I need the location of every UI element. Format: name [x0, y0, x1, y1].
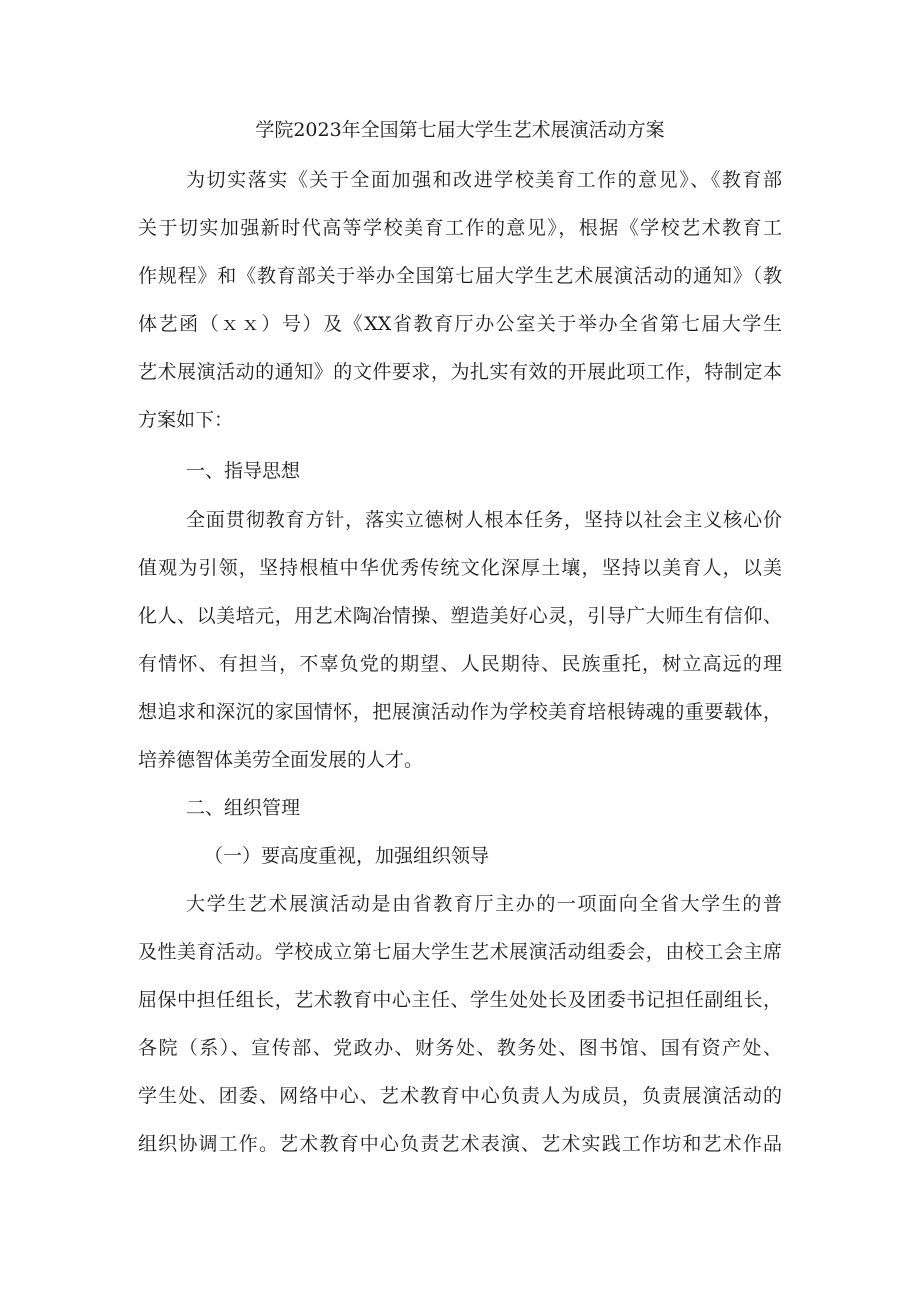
- paragraph-line: 大学生艺术展演活动是由省教育厅主办的一项面向全省大学生的普: [186, 893, 782, 915]
- section-heading: 二、组织管理: [186, 797, 301, 819]
- paragraph-line: 各院（系）、宣传部、党政办、财务处、教务处、图书馆、国有资产处、: [138, 1037, 782, 1059]
- section-heading: 一、指导思想: [186, 460, 301, 482]
- paragraph-line: 有情怀、有担当，不辜负党的期望、人民期待、民族重托，树立高远的理: [138, 653, 782, 675]
- intro-line: 为切实落实《关于全面加强和改进学校美育工作的意见》、《教育部: [186, 169, 782, 191]
- paragraph-line: 及性美育活动。学校成立第七届大学生艺术展演活动组委会，由校工会主席: [138, 941, 782, 963]
- paragraph-line: 想追求和深沉的家国情怀，把展演活动作为学校美育培根铸魂的重要载体，: [138, 701, 782, 723]
- intro-line: 体艺函（ｘｘ）号）及《XX省教育厅办公室关于举办全省第七届大学生: [138, 313, 782, 335]
- paragraph-line: 值观为引领，坚持根植中华优秀传统文化深厚土壤，坚持以美育人，以美: [138, 557, 782, 579]
- intro-line: 方案如下：: [138, 409, 234, 431]
- document-title: 学院2023年全国第七届大学生艺术展演活动方案: [255, 119, 665, 141]
- paragraph-line: 培养德智体美劳全面发展的人才。: [138, 749, 424, 771]
- intro-line: 艺术展演活动的通知》的文件要求，为扎实有效的开展此项工作，特制定本: [138, 361, 782, 383]
- sub-heading: （一）要高度重视，加强组织领导: [204, 845, 490, 867]
- intro-line: 作规程》和《教育部关于举办全国第七届大学生艺术展演活动的通知》（教: [138, 265, 782, 287]
- paragraph-line: 全面贯彻教育方针，落实立德树人根本任务，坚持以社会主义核心价: [186, 509, 782, 531]
- paragraph-line: 屈保中担任组长，艺术教育中心主任、学生处处长及团委书记担任副组长，: [138, 989, 782, 1011]
- paragraph-line: 组织协调工作。艺术教育中心负责艺术表演、艺术实践工作坊和艺术作品: [138, 1133, 782, 1155]
- paragraph-line: 化人、以美培元，用艺术陶冶情操、塑造美好心灵，引导广大师生有信仰、: [138, 605, 782, 627]
- paragraph-line: 学生处、团委、网络中心、艺术教育中心负责人为成员，负责展演活动的: [138, 1085, 782, 1107]
- intro-line: 关于切实加强新时代高等学校美育工作的意见》，根据《学校艺术教育工: [138, 217, 782, 239]
